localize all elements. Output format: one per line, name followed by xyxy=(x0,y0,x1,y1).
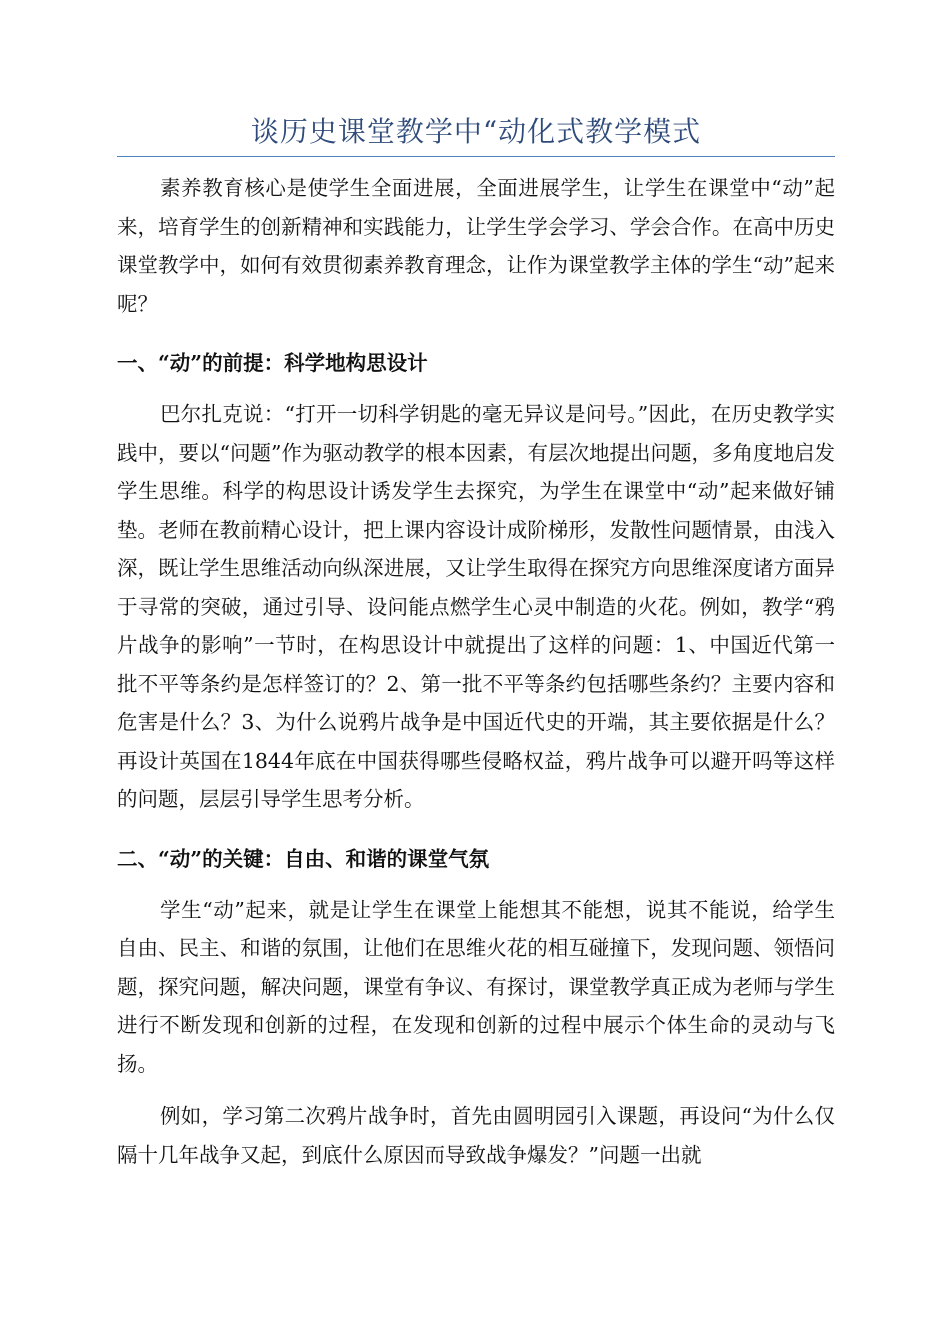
section2-paragraph-2: 例如，学习第二次鸦片战争时，首先由圆明园引入课题，再设问“为什么仅隔十几年战争又起，到底什么原因而导致战争爆发？”问题一出就 xyxy=(117,1104,835,1167)
document-page xyxy=(117,112,835,1174)
section2-heading: 二、“动”的关键：自由、和谐的课堂气氛 xyxy=(117,846,490,871)
section1-heading: 一、“动”的前提：科学地构思设计 xyxy=(117,351,428,375)
intro-paragraph: 素养教育核心是使学生全面进展，全面进展学生，让学生在课堂中“动”起来，培育学生的创新精神和实践能力，让学生学会学习、学会合作。在高中历史课堂教学中，如何有效贯彻素养教育理念，让作为课堂教学主体的学生“动”起来呢？ xyxy=(117,176,835,316)
document-title: 谈历史课堂教学中“动化式教学模式 xyxy=(117,112,835,157)
section1-paragraph: 巴尔扎克说：“打开一切科学钥匙的毫无异议是问号。”因此，在历史教学实践中，要以“问题”作为驱动教学的根本因素，有层次地提出问题，多角度地启发学生思维。科学的构思设计诱发学生去探究，为学生在课堂中“动”起来做好铺垫。老师在教前精心设计，把上课内容设计成阶梯形，发散性问题情景，由浅入深，既让学生思维活动向纵深进展，又让学生取得在探究方向思维深度诸方面异于寻常的突破，通过引导、设问能点燃学生心灵中制造的火花。例如，教学“鸦片战争的影响”一节时，在构思设计中就提出了这样的问题：1、中国近代第一批不平等条约是怎样签订的？2、第一批不平等条约包括哪些条约？主要内容和危害是什么？3、为什么说鸦片战争是中国近代史的开端，其主要依据是什么？再设计英国在1844年底在中国获得哪些侵略权益，鸦片战争可以避开吗等这样的问题，层层引导学生思考分析。 xyxy=(117,402,835,811)
section2-paragraph-1: 学生“动”起来，就是让学生在课堂上能想其不能想，说其不能说，给学生自由、民主、和谐的氛围，让他们在思维火花的相互碰撞下，发现问题、领悟问题，探究问题，解决问题，课堂有争议、有探讨，课堂教学真正成为老师与学生进行不断发现和创新的过程，在发现和创新的过程中展示个体生命的灵动与飞扬。 xyxy=(117,897,835,1076)
